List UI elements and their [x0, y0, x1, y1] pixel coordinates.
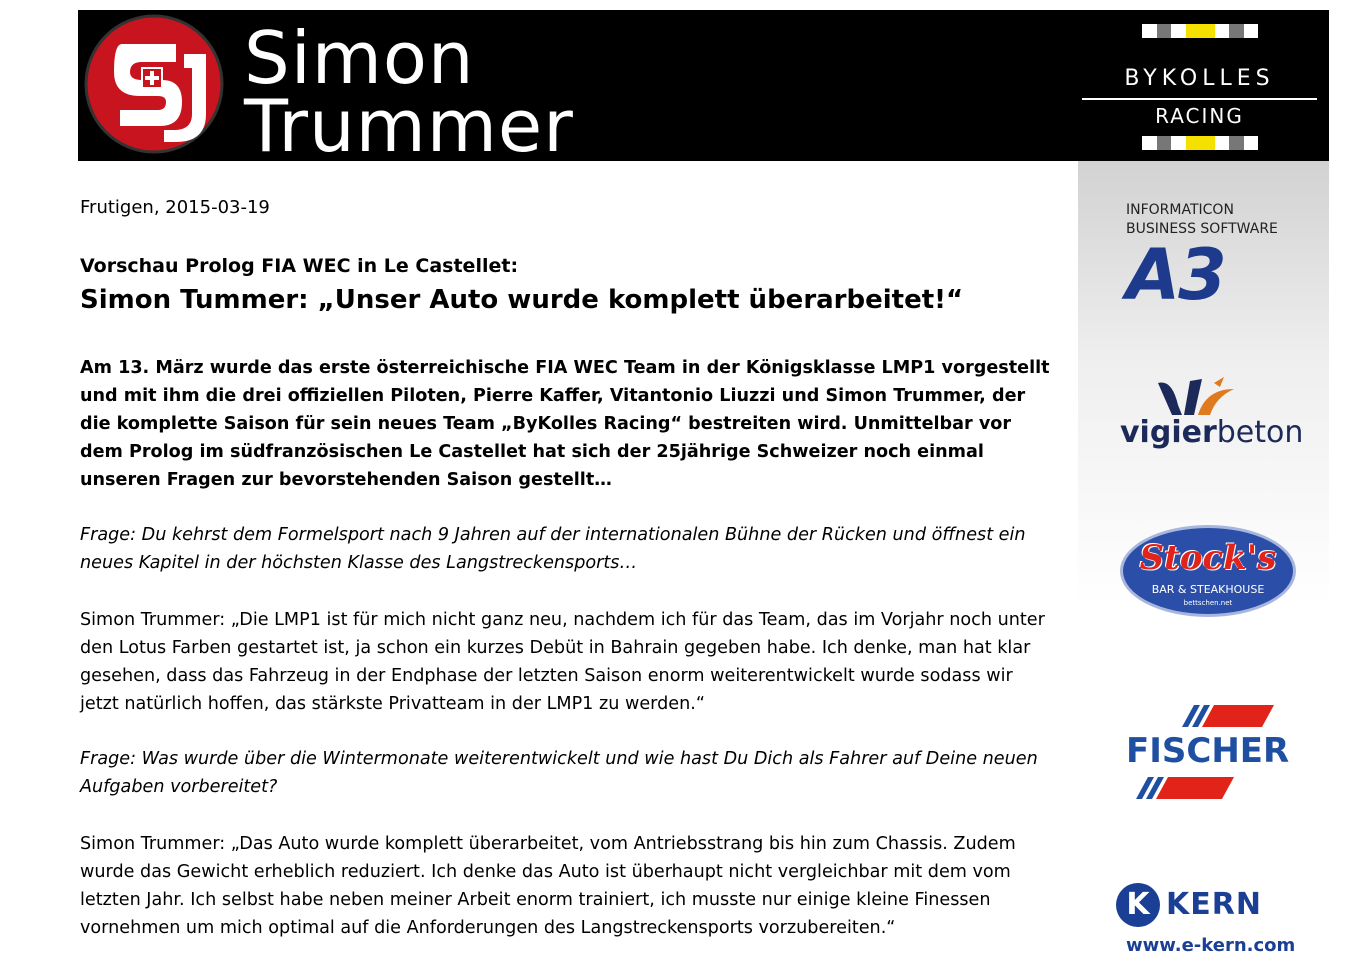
sponsor-fischer [1124, 703, 1299, 799]
answer-2: Simon Trummer: „Das Auto wurde komplett überarbeitet, vom Antriebsstrang bis hin zum Chassis. Zudem wurde das Gewicht erheblich reduziert. Ich denke das Auto ist überhaupt nicht vergleichbar mit dem vom letzten Jahr. Ich selbst habe neben meiner Arbeit enorm trainiert, ich musste nur einige kleine Finessen vornehmen um mich optimal auf die Anforderungen des Langstreckensports vorzubereiten.“ [80, 834, 1016, 938]
checker-flag-icon [1142, 136, 1258, 150]
stocks-url: bettschen.net [1183, 599, 1233, 607]
vigier-word: vigier [1120, 415, 1217, 450]
team-brand: BYKOLLES [1124, 66, 1275, 91]
article-kicker: Vorschau Prolog FIA WEC in Le Castellet: [80, 255, 519, 277]
stocks-name: Stock's [1139, 538, 1277, 578]
name-last: Trummer [244, 84, 574, 168]
sponsor-informaticon [1126, 201, 1316, 316]
kern-word: KERN [1166, 887, 1262, 922]
article-lead: Am 13. März wurde das erste österreichische FIA WEC Team in der Königsklasse LMP1 vorgestellt und mit ihm die drei offiziellen Piloten, Pierre Kaffer, Vitantonio Liuzzi und Simon Trummer, der die komplette Saison für sein neues Team „ByKolles Racing“ bestreiten wird. Unmittelbar vor dem Prolog im südfranzösischen Le Castellet hat sich der 25jährige Schweizer noch einmal unseren Fragen zur bevorstehenden Saison gestellt… [80, 358, 1050, 490]
simon-trummer-logo-icon [84, 14, 224, 154]
answer-1: Simon Trummer: „Die LMP1 ist für mich nicht ganz neu, nachdem ich für das Team, das im Vorjahr noch unter den Lotus Farben gestartet ist, ja schon ein kurzes Debüt in Bahrain gegeben habe. Ich denke, man hat klar gesehen, dass das Fahrzeug in der Endphase der letzten Saison enorm weiterentwickelt wurde sodass wir jetzt natürlich hoffen, das stärkste Privatteam in der LMP1 zu werden.“ [80, 610, 1045, 714]
kern-k-icon: K [1116, 883, 1160, 927]
fischer-word: FISCHER [1126, 731, 1290, 771]
question-2: Frage: Was wurde über die Wintermonate weiterentwickelt und wie hast Du Dich als Fahrer auf Deine neuen Aufgaben vorbereitet? [80, 749, 1038, 797]
stocks-sub: BAR & STEAKHOUSE [1151, 583, 1265, 596]
beton-word: beton [1216, 415, 1304, 450]
sponsor-sidebar [1078, 161, 1329, 974]
name-first: Simon [244, 16, 475, 100]
kern-url: www.e-kern.com [1126, 935, 1296, 956]
article-headline: Simon Tummer: „Unser Auto wurde komplett überarbeitet!“ [80, 285, 964, 315]
brand-divider [1082, 98, 1317, 100]
page-header [78, 10, 1329, 168]
sponsor-kern [1116, 881, 1296, 961]
a3-line2: BUSINESS SOFTWARE [1126, 221, 1278, 237]
dateline: Frutigen, 2015-03-19 [80, 197, 270, 218]
team-sub: RACING [1155, 104, 1244, 128]
checker-flag-icon [1142, 24, 1258, 38]
a3-mark: A3 [1126, 234, 1225, 316]
a3-line1: INFORMATICON [1126, 202, 1234, 218]
bykolles-racing-logo [1082, 24, 1317, 150]
question-1: Frage: Du kehrst dem Formelsport nach 9 Jahren auf der internationalen Bühne der Rücken und öffnest ein neues Kapitel in der höchsten Klasse des Langstreckensports… [80, 525, 1026, 573]
sponsor-stocks [1120, 525, 1296, 617]
